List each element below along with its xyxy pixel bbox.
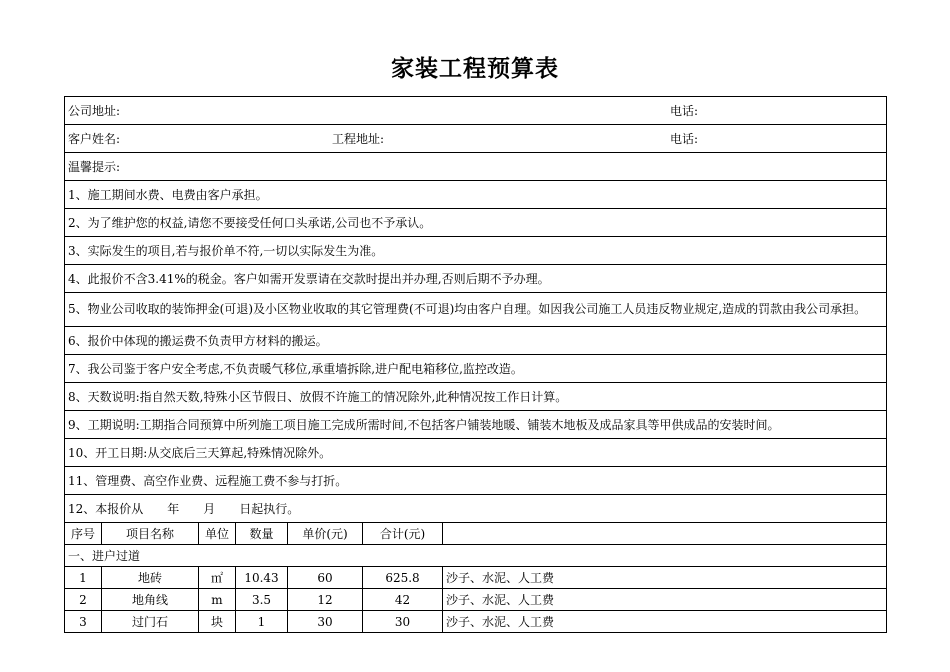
phone-label: 电话:: [670, 103, 699, 118]
col-header-name: 项目名称: [102, 523, 199, 545]
note-10: 10、开工日期:从交底后三天算起,特殊情况除外。: [65, 439, 887, 467]
note-8: 8、天数说明:指自然天数,特殊小区节假日、放假不许施工的情况除外,此种情况按工作日计算。: [65, 383, 887, 411]
item-unit: m: [199, 589, 236, 611]
col-header-price: 单价(元): [288, 523, 363, 545]
customer-row: [65, 125, 887, 153]
page-title: 家装工程预算表: [391, 56, 559, 82]
col-header-unit: 单位: [199, 523, 236, 545]
note-9: 9、工期说明:工期指合同预算中所列施工项目施工完成所需时间,不包括客户铺装地暖、铺装木地板及成品家具等甲供成品的安装时间。: [65, 411, 887, 439]
budget-table: [64, 96, 887, 633]
item-total: 625.8: [363, 567, 443, 589]
item-price: 12: [288, 589, 363, 611]
table-row: [65, 589, 887, 611]
item-unit: 块: [199, 611, 236, 633]
company-info-cell: [65, 97, 887, 125]
customer-info-cell: [65, 125, 887, 153]
item-qty: 3.5: [236, 589, 288, 611]
item-note: 沙子、水泥、人工费: [443, 567, 887, 589]
section-title: 一、进户过道: [65, 545, 887, 567]
note-11: 11、管理费、高空作业费、远程施工费不参与打折。: [65, 467, 887, 495]
item-name: 地砖: [102, 567, 199, 589]
item-seq: 2: [65, 589, 102, 611]
item-note: 沙子、水泥、人工费: [443, 611, 887, 633]
customer-phone-label: 电话:: [670, 131, 699, 146]
company-row: [65, 97, 887, 125]
note-4: 4、此报价不含3.41%的税金。客户如需开发票请在交款时提出并办理,否则后期不予办理。: [65, 265, 887, 293]
col-header-qty: 数量: [236, 523, 288, 545]
col-header-note: [443, 523, 887, 545]
item-qty: 1: [236, 611, 288, 633]
project-address-label: 工程地址:: [332, 131, 385, 146]
note-12: 12、本报价从 年 月 日起执行。: [65, 495, 887, 523]
item-price: 60: [288, 567, 363, 589]
item-price: 30: [288, 611, 363, 633]
note-3: 3、实际发生的项目,若与报价单不符,一切以实际发生为准。: [65, 237, 887, 265]
item-note: 沙子、水泥、人工费: [443, 589, 887, 611]
column-header-row: [65, 523, 887, 545]
company-address-label: 公司地址:: [68, 103, 121, 118]
customer-name-label: 客户姓名:: [68, 131, 121, 146]
table-row: [65, 567, 887, 589]
item-total: 42: [363, 589, 443, 611]
item-seq: 1: [65, 567, 102, 589]
note-6: 6、报价中体现的搬运费不负责甲方材料的搬运。: [65, 327, 887, 355]
item-name: 地角线: [102, 589, 199, 611]
item-total: 30: [363, 611, 443, 633]
col-header-total: 合计(元): [363, 523, 443, 545]
item-qty: 10.43: [236, 567, 288, 589]
note-5: 5、物业公司收取的装饰押金(可退)及小区物业收取的其它管理费(不可退)均由客户自理。如因我公司施工人员违反物业规定,造成的罚款由我公司承担。: [65, 293, 887, 327]
table-row: [65, 611, 887, 633]
item-seq: 3: [65, 611, 102, 633]
note-2: 2、为了维护您的权益,请您不要接受任何口头承诺,公司也不予承认。: [65, 209, 887, 237]
note-7: 7、我公司鉴于客户安全考虑,不负责暖气移位,承重墙拆除,进户配电箱移位,监控改造。: [65, 355, 887, 383]
item-name: 过门石: [102, 611, 199, 633]
item-unit: ㎡: [199, 567, 236, 589]
notes-title: 温馨提示:: [65, 153, 887, 181]
note-1: 1、施工期间水费、电费由客户承担。: [65, 181, 887, 209]
col-header-seq: 序号: [65, 523, 102, 545]
